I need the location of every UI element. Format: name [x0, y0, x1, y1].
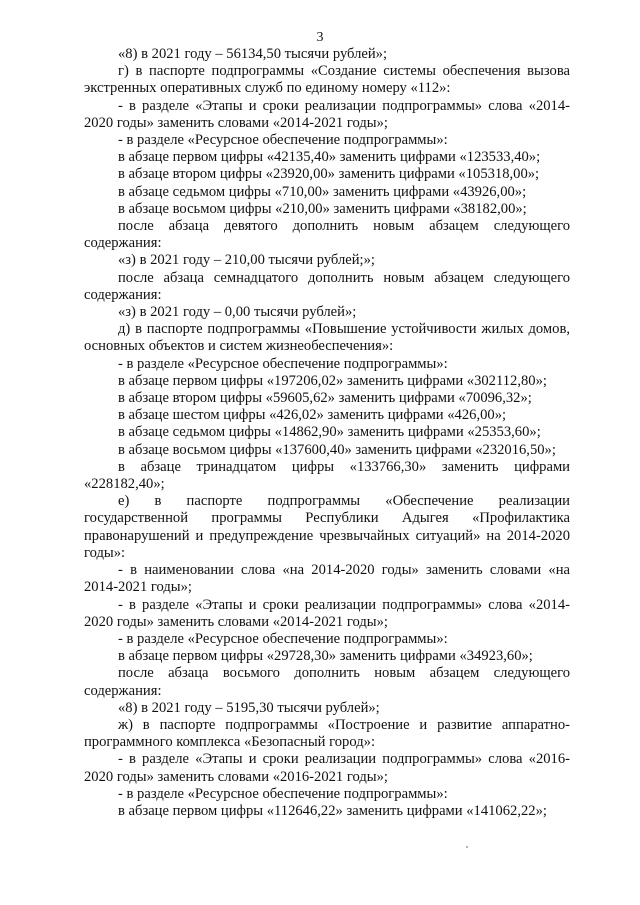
document-body	[84, 46, 570, 820]
paragraph: - в разделе «Ресурсное обеспечение подпрограммы»:	[118, 355, 448, 372]
paragraph: в абзаце первом цифры «112646,22» заменить цифрами «141062,22»;	[118, 802, 547, 819]
paragraph: в абзаце первом цифры «42135,40» заменить цифрами «123533,40»;	[118, 149, 541, 166]
paragraph: в абзаце первом цифры «29728,30» заменить цифрами «34923,60»;	[118, 648, 533, 665]
paragraph: г) в паспорте подпрограммы «Создание системы обеспечения вызова экстренных оперативных служб по единому номеру «112»:	[84, 63, 570, 97]
paragraph: - в разделе «Ресурсное обеспечение подпрограммы»:	[118, 785, 448, 802]
paragraph: в абзаце восьмом цифры «137600,40» заменить цифрами «232016,50»;	[118, 441, 556, 458]
scan-speck	[466, 846, 468, 848]
paragraph: - в разделе «Этапы и сроки реализации подпрограммы» слова «2014-2020 годы» заменить словами «2014-2021 годы»;	[84, 596, 570, 630]
paragraph: в абзаце шестом цифры «426,02» заменить цифрами «426,00»;	[118, 407, 507, 424]
paragraph: - в наименовании слова «на 2014-2020 годы» заменить словами «на 2014-2021 годы»;	[84, 562, 570, 596]
paragraph: в абзаце седьмом цифры «14862,90» заменить цифрами «25353,60»;	[118, 424, 541, 441]
paragraph: - в разделе «Ресурсное обеспечение подпрограммы»:	[118, 630, 448, 647]
paragraph: после абзаца девятого дополнить новым абзацем следующего содержания:	[84, 218, 570, 252]
page-number: 3	[316, 30, 324, 45]
paragraph: - в разделе «Ресурсное обеспечение подпрограммы»:	[118, 132, 448, 149]
paragraph: в абзаце втором цифры «23920,00» заменить цифрами «105318,00»;	[118, 166, 540, 183]
paragraph: после абзаца восьмого дополнить новым абзацем следующего содержания:	[84, 665, 570, 699]
paragraph: «8) в 2021 году – 5195,30 тысячи рублей»;	[118, 699, 380, 716]
paragraph: в абзаце тринадцатом цифры «133766,30» заменить цифрами «228182,40»;	[84, 458, 570, 493]
paragraph: «8) в 2021 году – 56134,50 тысячи рублей»;	[118, 46, 388, 62]
paragraph: ж) в паспорте подпрограммы «Построение и развитие аппаратно-программного комплекса «Безопасный город»:	[84, 716, 570, 751]
paragraph: д) в паспорте подпрограммы «Повышение устойчивости жилых домов, основных объектов и систем жизнеобеспечения»:	[84, 321, 570, 355]
paragraph: «з) в 2021 году – 210,00 тысячи рублей;»;	[118, 252, 375, 269]
paragraph: - в разделе «Этапы и сроки реализации подпрограммы» слова «2014-2020 годы» заменить словами «2014-2021 годы»;	[84, 97, 570, 131]
paragraph: е) в паспорте подпрограммы «Обеспечение реализации государственной программы Республики Адыгея «Профилактика правонарушений и предупреждение чрезвычайных ситуаций» на 2014-2020 годы»:	[84, 493, 570, 561]
paragraph: после абзаца семнадцатого дополнить новым абзацем следующего содержания:	[84, 269, 570, 303]
paragraph: «з) в 2021 году – 0,00 тысячи рублей»;	[118, 304, 357, 321]
paragraph: - в разделе «Этапы и сроки реализации подпрограммы» слова «2016-2020 годы» заменить словами «2016-2021 годы»;	[84, 751, 570, 785]
paragraph: в абзаце седьмом цифры «710,00» заменить цифрами «43926,00»;	[118, 183, 527, 200]
paragraph: в абзаце втором цифры «59605,62» заменить цифрами «70096,32»;	[118, 390, 532, 407]
paragraph: в абзаце первом цифры «197206,02» заменить цифрами «302112,80»;	[118, 372, 547, 389]
paragraph: в абзаце восьмом цифры «210,00» заменить цифрами «38182,00»;	[118, 200, 527, 217]
